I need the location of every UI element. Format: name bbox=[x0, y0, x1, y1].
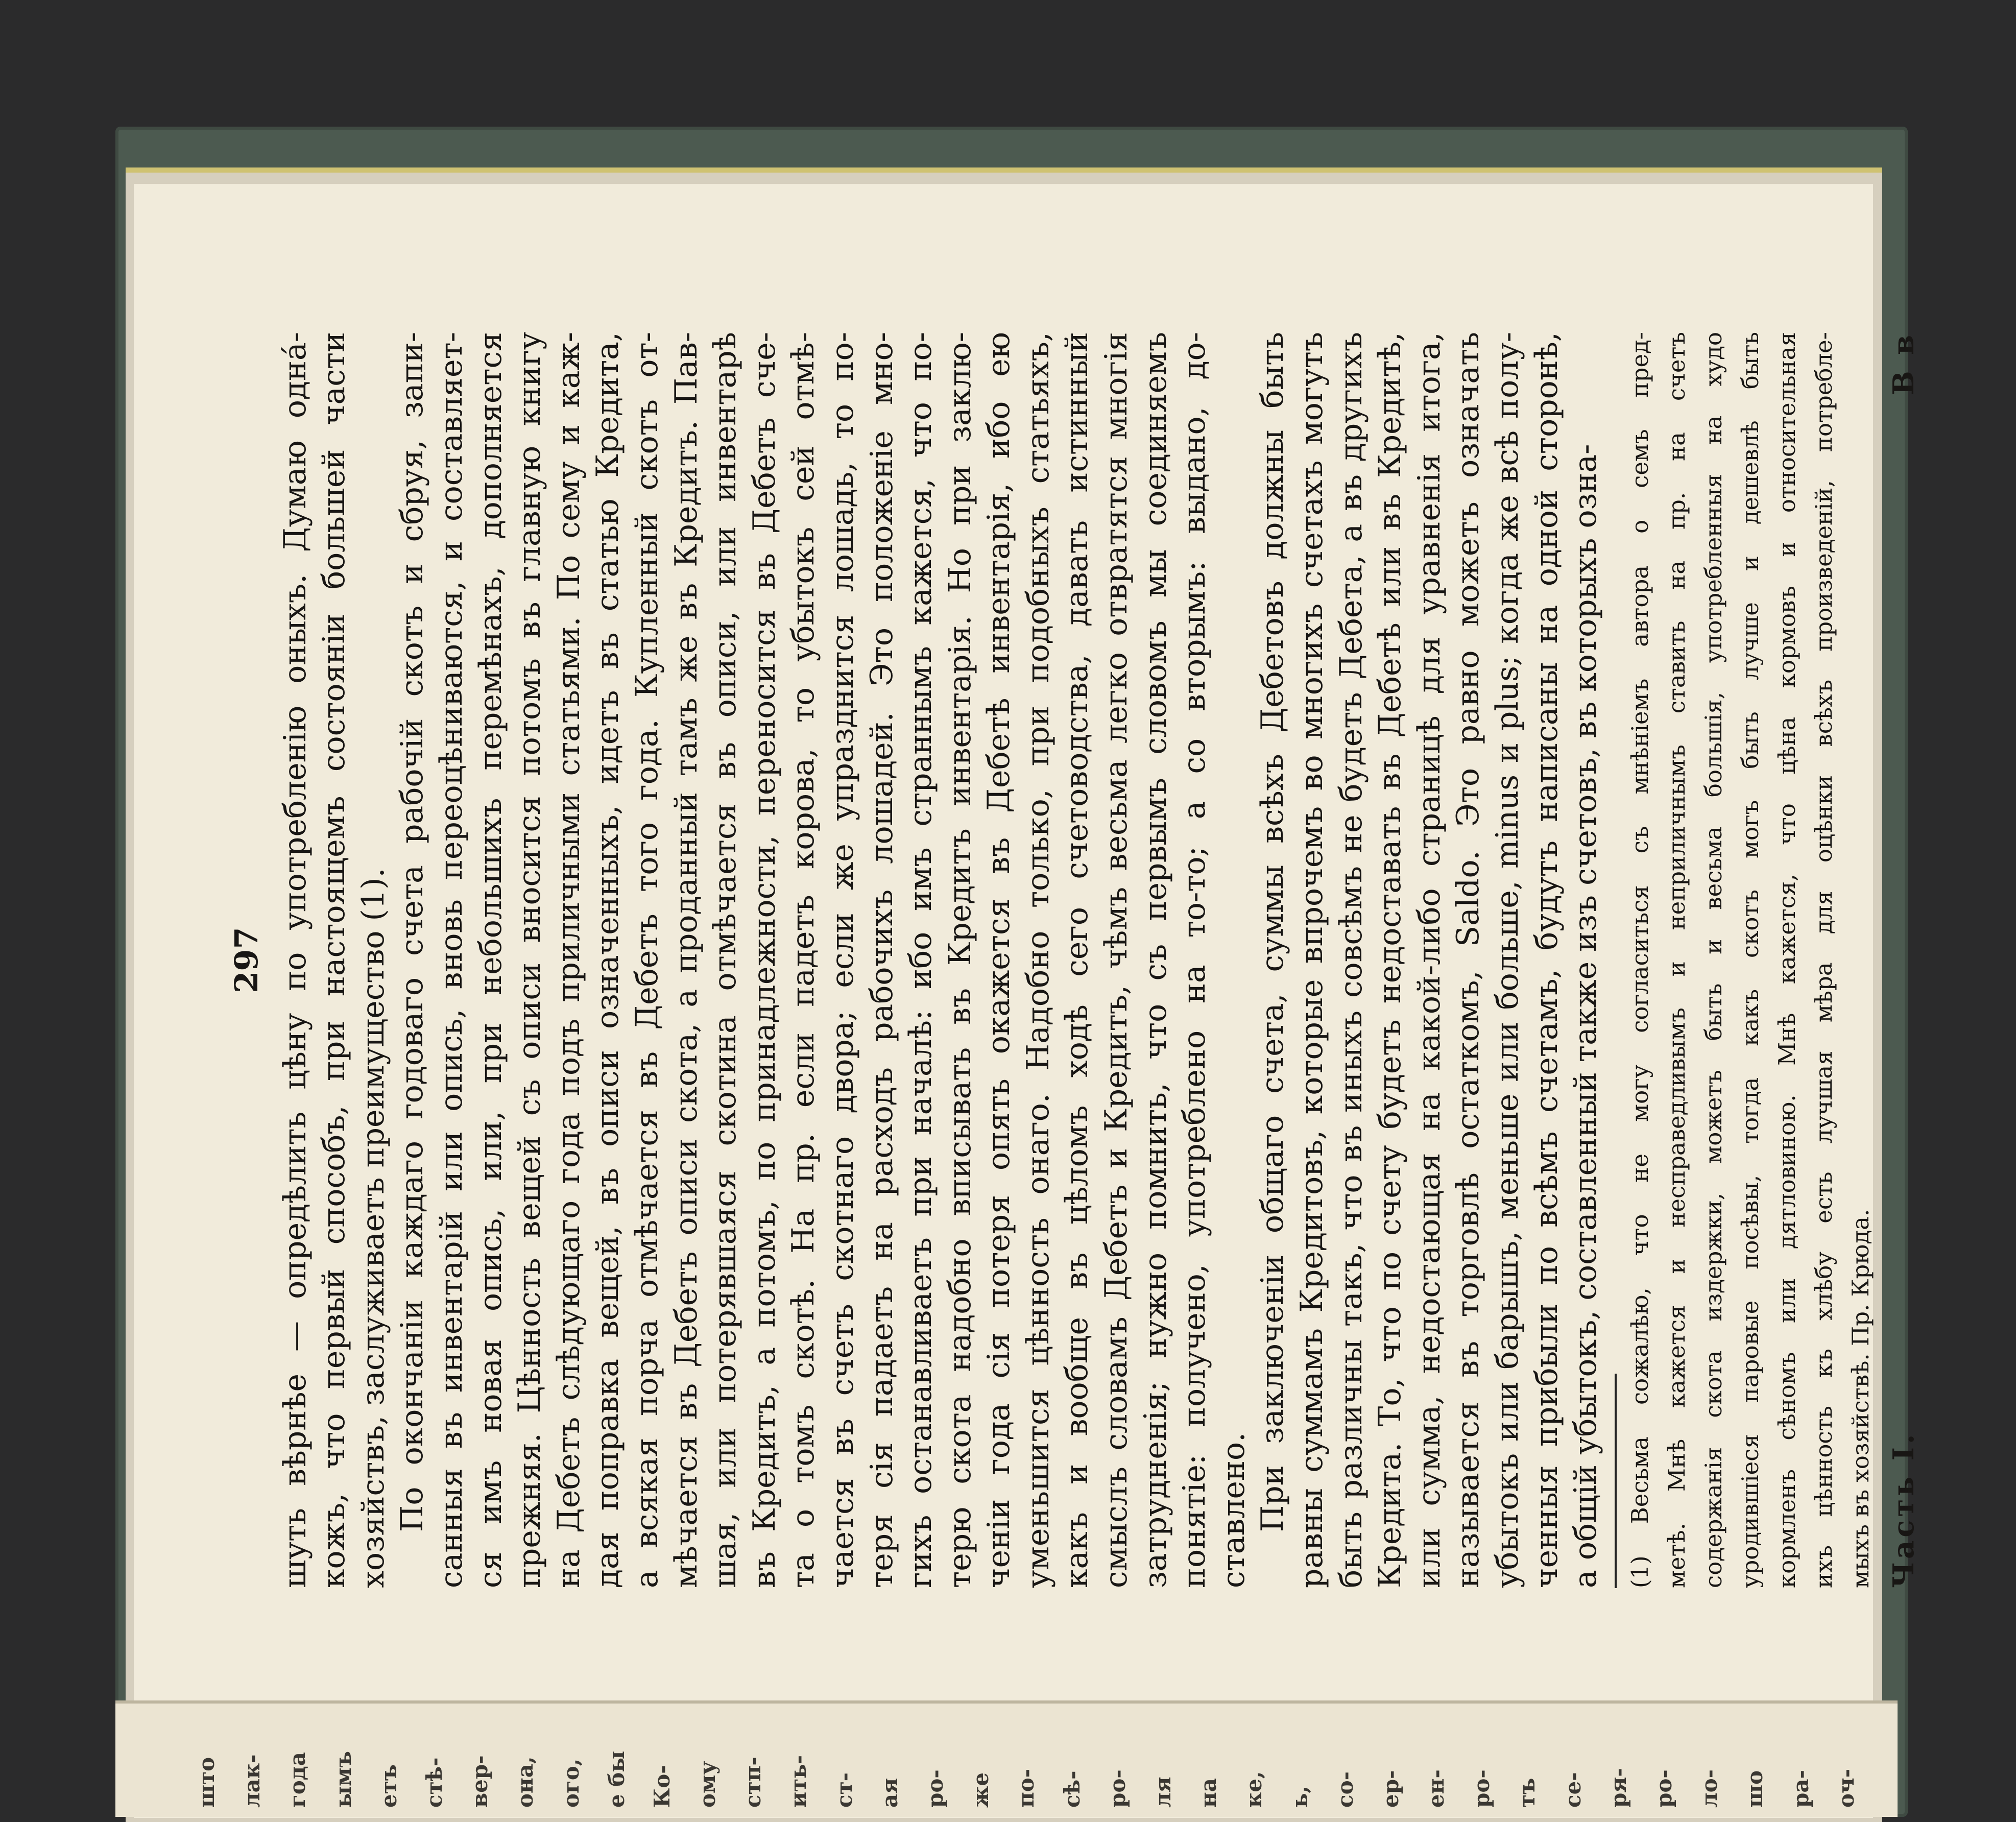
facing-page-fragment: ра- bbox=[1788, 1769, 1813, 1808]
facing-page-fragment: на bbox=[1196, 1778, 1221, 1808]
facing-page-fragment: Ко- bbox=[649, 1765, 675, 1808]
facing-page-fragment: стѣ- bbox=[421, 1757, 447, 1808]
text-line: терю скота надобно вписывать въ Кредитъ инвентарія. Но при заклю- bbox=[942, 332, 978, 1588]
text-line: смыслъ словамъ Дебетъ и Кредитъ, чѣмъ весьма легко отвратятся многія bbox=[1098, 332, 1135, 1588]
text-line: шуть вѣрнѣе — опредѣлить цѣну по употребленію оныхъ. Думаю однá- bbox=[277, 332, 313, 1588]
text-line: ченіи года сія потеря опять окажется въ Дебетѣ инвентарія, ибо ею bbox=[981, 332, 1017, 1588]
signature-part: Часть I. bbox=[1886, 1431, 1921, 1588]
text-line: ченныя прибыли по всѣмъ счетамъ, будутъ написаны на одной сторонѣ, bbox=[1528, 332, 1565, 1588]
text-line: Кредита. То, что по счету будетъ недоставать въ Дебетѣ или въ Кредитѣ, bbox=[1372, 332, 1408, 1588]
text-line: хозяйствъ, заслуживаетъ преимущество (1). bbox=[355, 868, 391, 1588]
footnote-line: кормленъ сѣномъ или дятловиною. Мнѣ кажется, что цѣна кормовъ и относительная bbox=[1773, 332, 1801, 1588]
text-line: кожъ, что первый способъ, при настоящемъ состояніи большей части bbox=[316, 332, 352, 1588]
facing-page-fragment: ому bbox=[695, 1761, 721, 1808]
facing-page-fragment: ро- bbox=[1651, 1769, 1676, 1808]
facing-page-fragment: ер- bbox=[1378, 1770, 1403, 1808]
text-line: какъ и вообще въ цѣломъ ходѣ сего счетоводства, давать истинный bbox=[1059, 332, 1095, 1588]
facing-page-fragment: ь, bbox=[1287, 1785, 1312, 1808]
text-line: убытокъ или барышъ, меньше или больше, minus и plus; когда же всѣ полу- bbox=[1490, 332, 1525, 1588]
facing-page-fragment: ымъ bbox=[330, 1751, 356, 1808]
facing-page-fragment: ля bbox=[1150, 1777, 1175, 1808]
signature-line bbox=[1884, 332, 1924, 1588]
text-line: или сумма, недостающая на какой-либо страницѣ для уравненія итога, bbox=[1411, 332, 1447, 1588]
footnote-line: ихъ цѣнность къ хлѣбу есть лучшая мѣра для оцѣнки всѣхъ произведеній, потребле- bbox=[1810, 332, 1837, 1588]
facing-page-fragment: сѣ- bbox=[1059, 1770, 1085, 1808]
facing-page-fragment: лак- bbox=[239, 1754, 265, 1808]
footnote-line: метѣ. Мнѣ кажется и несправедливымъ и неприличнымъ ставить на пр. на счетъ bbox=[1663, 332, 1690, 1588]
facing-page-fragment: ого, bbox=[558, 1758, 584, 1808]
footnote-line: уродившіеся паровые посѣвы, тогда какъ скотъ могъ быть лучше и дешевлѣ быть bbox=[1736, 332, 1764, 1588]
signature-mark: В в bbox=[1886, 332, 1921, 395]
text-line: равны суммамъ Кредитовъ, которые впрочемъ во многихъ счетахъ могутъ bbox=[1294, 332, 1330, 1588]
facing-page-fragment: вер- bbox=[467, 1755, 493, 1808]
footnote-line: (1) Весьма сожалѣю, что не могу согласиться съ мнѣніемъ автора о семъ пред- bbox=[1626, 332, 1653, 1588]
text-line: та о томъ скотѣ. На пр. если падетъ корова, то убытокъ сей отмѣ- bbox=[785, 332, 822, 1588]
text-line: затрудненія; нужно помнить, что съ первымъ словомъ мы соединяемъ bbox=[1137, 332, 1173, 1588]
page-number: 297 bbox=[228, 927, 265, 993]
text-line: теря сія падаетъ на расходъ рабочихъ лошадей. Это положеніе мно- bbox=[863, 332, 900, 1588]
text-line: а общій убытокъ, составленный также изъ счетовъ, въ которыхъ озна- bbox=[1568, 444, 1604, 1588]
text-line: ставлено. bbox=[1215, 1432, 1252, 1588]
text-line: а всякая порча отмѣчается въ Дебетъ того года. Купленный скотъ от- bbox=[629, 332, 665, 1588]
footnote-rule bbox=[1615, 1374, 1617, 1588]
text-line: дая поправка вещей, въ описи означенныхъ, идетъ въ статью Кредита, bbox=[590, 332, 626, 1588]
facing-page-text bbox=[194, 1731, 1859, 1813]
facing-page-fragment: ить- bbox=[786, 1755, 811, 1808]
text-line: понятіе: получено, употреблено на то-то; а со вторымъ: выдано, до- bbox=[1177, 332, 1213, 1588]
page-content bbox=[227, 332, 1921, 1588]
footnote bbox=[1622, 332, 1879, 1588]
facing-page-fragment: ст- bbox=[831, 1772, 857, 1808]
facing-page-fragment: етъ bbox=[376, 1764, 401, 1808]
facing-page-fragment: со- bbox=[1332, 1771, 1358, 1808]
facing-page-fragment: ло- bbox=[1697, 1769, 1722, 1808]
text-line: уменьшится цѣнность онаго. Надобно только, при подобныхъ статьяхъ, bbox=[1020, 332, 1056, 1588]
facing-page-fragment: же bbox=[968, 1772, 994, 1808]
text-line: По окончаніи каждаго годоваго счета рабочій скотъ и сбруя, запи- bbox=[394, 332, 430, 1532]
text-line: санныя въ инвентарій или опись, вновь переоцѣниваются, и составляет- bbox=[433, 332, 469, 1588]
text-line: шая, или потерявшаяся скотина отмѣчается въ описи, или инвентарѣ bbox=[707, 332, 743, 1588]
facing-page-fragment: ен- bbox=[1424, 1769, 1449, 1808]
facing-page-fragment: ря- bbox=[1605, 1768, 1631, 1808]
facing-page-fragment: ая bbox=[877, 1778, 902, 1808]
text-line: называется въ торговлѣ остаткомъ, Saldo. Это равно можетъ означать bbox=[1450, 332, 1486, 1588]
body-text bbox=[276, 332, 1605, 1588]
facing-page-fragment: ро- bbox=[923, 1769, 948, 1808]
facing-page-fragment: оч- bbox=[1833, 1768, 1859, 1808]
footnote-line: содержанія скота издержки, можетъ быть и весьма большія, употребленныя на худо bbox=[1699, 332, 1727, 1588]
facing-page-fragment: года bbox=[285, 1752, 310, 1808]
facing-page-fragment: ке, bbox=[1241, 1771, 1267, 1808]
facing-page-fragment: ро- bbox=[1105, 1769, 1130, 1808]
text-line: мѣчается въ Дебетъ описи скота, а проданный тамъ же въ Кредитъ. Пав- bbox=[668, 332, 704, 1588]
facing-page-fragment: по- bbox=[1014, 1768, 1039, 1808]
facing-page-fragment: стп- bbox=[740, 1757, 766, 1808]
text-line: прежняя. Цѣнность вещей съ описи вносится потомъ въ главную книгу bbox=[512, 332, 548, 1588]
facing-page-fragment: што bbox=[194, 1757, 219, 1808]
text-line: на Дебетъ слѣдующаго года подъ приличными статьями. По сему и каж- bbox=[550, 332, 587, 1588]
text-line: быть различны такъ, что въ иныхъ совсѣмъ не будетъ Дебета, а въ другихъ bbox=[1333, 332, 1369, 1588]
text-line: чается въ счетъ скотнаго двора; если же упразднится лошадь, то по- bbox=[824, 332, 860, 1588]
text-line: При заключеніи общаго счета, суммы всѣхъ Дебетовъ должны быть bbox=[1255, 332, 1291, 1532]
facing-page-fragment: шо bbox=[1742, 1770, 1768, 1808]
text-line: въ Кредитъ, а потомъ, по принадлежности, переносится въ Дебетъ сче- bbox=[746, 332, 782, 1588]
facing-page-fragment: се- bbox=[1560, 1772, 1586, 1808]
text-line: ся имъ новая опись, или, при небольшихъ перемѣнахъ, дополняется bbox=[472, 332, 509, 1588]
text-line: гихъ останавливаетъ при началѣ: ибо имъ страннымъ кажется, что по- bbox=[903, 332, 939, 1588]
facing-page-fragment: е бы bbox=[604, 1751, 629, 1808]
footnote-line: мыхъ въ хозяйствѣ. Пр. Крюда. bbox=[1846, 1209, 1874, 1588]
facing-page-fragment: она, bbox=[513, 1756, 538, 1808]
facing-page-fragment: тъ bbox=[1515, 1778, 1540, 1808]
facing-page-fragment: ро- bbox=[1469, 1769, 1495, 1808]
